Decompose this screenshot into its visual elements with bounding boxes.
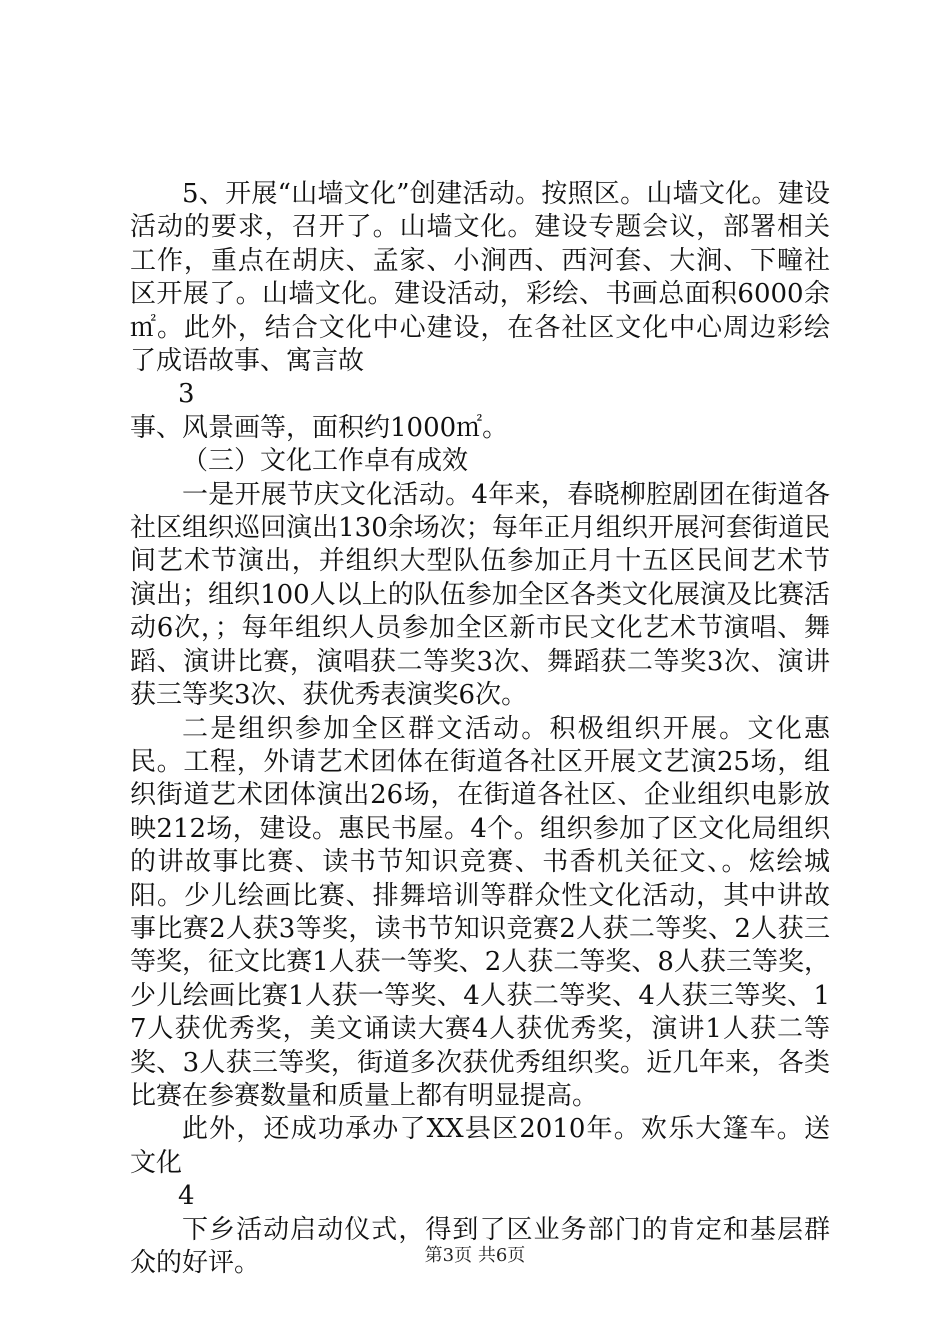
page-footer: 第3页 共6页 <box>424 1245 526 1266</box>
inline-page-number: 3 <box>178 379 195 410</box>
paragraph-mass-culture-activities: 二是组织参加全区群文活动。积极组织开展。文化惠民。工程，外请艺术团体在街道各社区开展文艺演25场，组织街道艺术团体演出26场，在街道各社区、企业组织电影放映212场，建设。惠民书屋。4个。组织参加了区文化局组织的讲故事比赛、读书节知识竞赛、书香机关征文、。炫绘城阳。少儿绘画比赛、排舞培训等群众性文化活动，其中讲故事比赛2人获3等奖，读书节知识竞赛2人获二等奖、2人获三等奖，征文比赛1人获一等奖、2人获二等奖、8人获三等奖，少儿绘画比赛1人获一等奖、4人获二等奖、4人获三等奖、17人获优秀奖，美文诵读大赛4人获优秀奖，演讲1人获二等奖、3人获三等奖，街道多次获优秀组织奖。近几年来，各类比赛在参赛数量和质量上都有明显提高。 <box>130 713 830 1111</box>
paragraph-closing: 下乡活动启动仪式，得到了区业务部门的肯定和基层群众的好评。 <box>130 1214 830 1278</box>
paragraph-shanqiang-culture: 5、开展“山墙文化”创建活动。按照区。山墙文化。建设活动的要求，召开了。山墙文化。建设专题会议，部署相关工作，重点在胡庆、孟家、小涧西、西河套、大涧、下疃社区开展了。山墙文化。建设活动，彩绘、书画总面积6000余㎡。此外，结合文化中心建设，在各社区文化中心周边彩绘了成语故事、寓言故 <box>130 179 830 377</box>
paragraph-additional-event: 此外，还成功承办了XX县区2010年。欢乐大篷车。送文化 <box>130 1114 830 1178</box>
section-heading: （三）文化工作卓有成效 <box>182 446 469 477</box>
inline-page-number: 4 <box>178 1181 195 1212</box>
paragraph-festival-activities: 一是开展节庆文化活动。4年来，春晓柳腔剧团在街道各社区组织巡回演出130余场次；每年正月组织开展河套街道民间艺术节演出，并组织大型队伍参加正月十五区民间艺术节演出；组织100人以上的队伍参加全区各类文化展演及比赛活动6次，；每年组织人员参加全区新市民文化艺术节演唱、舞蹈、演讲比赛，演唱获二等奖3次、舞蹈获二等奖3次、演讲获三等奖3次、获优秀表演奖6次。 <box>130 479 830 711</box>
document-body <box>130 178 830 1280</box>
paragraph-continuation: 事、风景画等，面积约1000㎡。 <box>130 412 509 443</box>
